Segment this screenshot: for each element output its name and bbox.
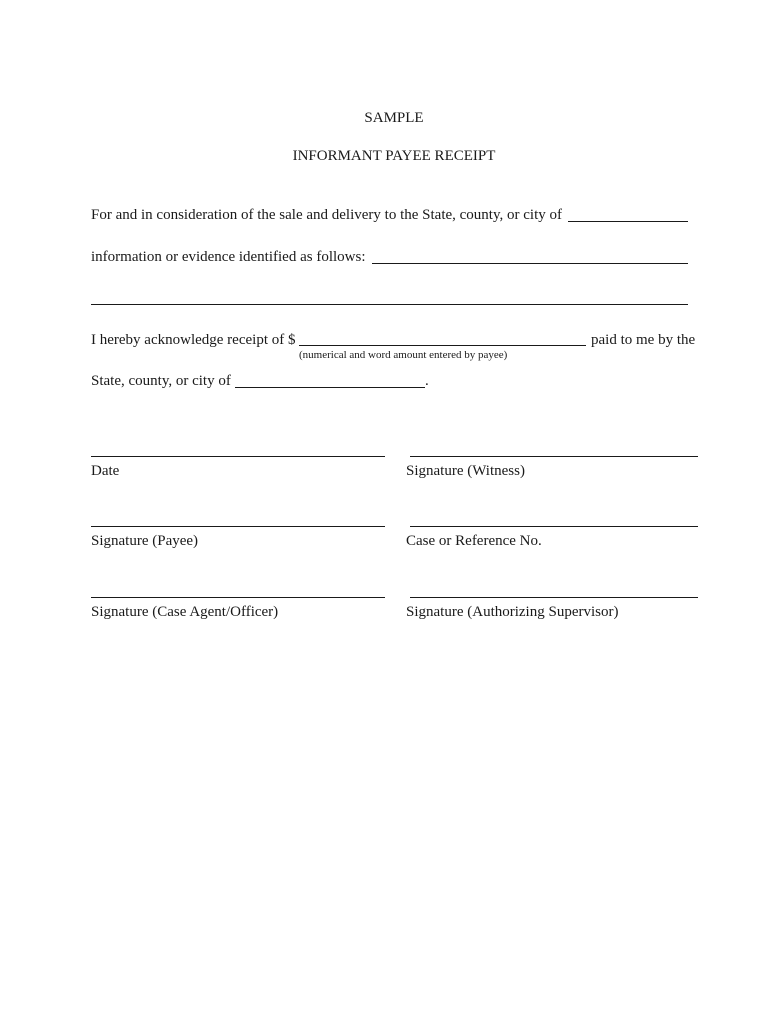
jurisdiction-blank[interactable] (568, 221, 688, 222)
payee-label: Signature (Payee) (91, 533, 199, 549)
form-title: SAMPLE (364, 110, 424, 126)
witness-signature-line[interactable] (410, 456, 698, 457)
form-subtitle: INFORMANT PAYEE RECEIPT (292, 148, 496, 164)
amount-hint: (numerical and word amount entered by payee) (299, 349, 508, 361)
case-reference-line[interactable] (410, 526, 698, 527)
date-line[interactable] (91, 456, 385, 457)
witness-label: Signature (Witness) (406, 463, 525, 479)
payee-signature-line[interactable] (91, 526, 385, 527)
supervisor-signature-line[interactable] (410, 597, 698, 598)
consideration-text: For and in consideration of the sale and delivery to the State, county, or city of (91, 207, 562, 223)
state-blank[interactable] (235, 387, 425, 388)
state-period: . (425, 373, 429, 389)
supervisor-label: Signature (Authorizing Supervisor) (406, 604, 619, 620)
paid-to-me-text: paid to me by the (591, 332, 696, 348)
acknowledge-text: I hereby acknowledge receipt of $ (91, 332, 296, 348)
amount-blank[interactable] (299, 345, 586, 346)
agent-label: Signature (Case Agent/Officer) (91, 604, 279, 620)
evidence-description-blank-2[interactable] (91, 304, 688, 305)
case-reference-label: Case or Reference No. (406, 533, 542, 549)
evidence-description-blank[interactable] (372, 263, 688, 264)
state-text: State, county, or city of (91, 373, 231, 389)
agent-signature-line[interactable] (91, 597, 385, 598)
date-label: Date (91, 463, 120, 479)
evidence-text: information or evidence identified as follows: (91, 249, 366, 265)
